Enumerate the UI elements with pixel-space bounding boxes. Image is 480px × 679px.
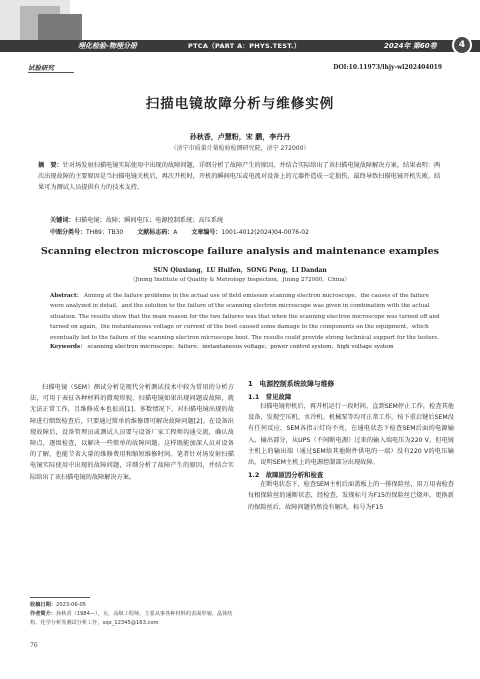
journal-name: 理化检验-物理分册 <box>78 42 137 50</box>
section-1-1-text: 扫描电镜停机后，再开机运行一段时间，直到SEM停止工作，检查其他设备，发现空压机、水冷机、机械泵等均可正常工作，按下重启键后SEM没有任何反应，SEM各指示灯均不亮，在通电状态下检查SEM后面的电源输入、输出部分，从UPS（不间断电源）过来的输入端电压为220 V，但电镜主机上的输出端（通过SEM给其他附件供电的一端）没有220 V的电压输出，说明SEM主机上的电源控制部分出现故障。 <box>248 403 454 467</box>
keywords-chinese-label: 关键词： <box>50 217 75 224</box>
keywords-chinese-text: 扫描电镜；故障；瞬间电压；电源控制系统；高压系统 <box>74 217 224 224</box>
article-id: 文章编号：1001-4012(2024)04-0076-02 <box>191 229 309 236</box>
abstract-english <box>50 291 444 343</box>
abstract-english-text: Aiming at the failure problems in the actual use of field emission scanning electron microscope，the causes of the failure were analyzed in detail，and the solution to the failure of the scanning electron microscope was given in combination with the actual situation. The results show that the main reason for the two failures was that when the scanning electron microscope was turned off and turned on again，the instantaneous voltage or current of the boot caused some damage to the components on the equipment，which eventually led to the failure of the scanning electron microscope boot. The results could provide strong technical support for the testers. <box>50 293 440 341</box>
authors-english: SUN Qiuxiang，LU Huifen，SONG Peng，LI Dandan <box>153 267 327 274</box>
title-chinese: 扫描电镜故障分析与维修实例 <box>145 96 335 112</box>
abstract-chinese <box>38 160 444 193</box>
year-volume: 2024年 第60卷 <box>384 42 437 50</box>
abstract-chinese-text: 针对场发射扫描电镜实际使用中出现的故障问题，详细分析了故障产生的原因，并结合实际给出了该扫描电镜故障解决方案。结果表明：两次出现故障的主要原因是当扫描电镜关机后，再次开机时，开机的瞬间电压或电流对设备上的元器件造成一定损伤，最终导致扫描电镜开机失败。结果可为测试人员提供有力的技术支持。 <box>38 162 441 191</box>
keywords-english-label: Keywords： <box>50 344 86 350</box>
section-1-1-heading: 1.1 常见故障 <box>248 393 292 401</box>
page-header <box>0 0 480 58</box>
doi: DOI:10.11973/lhjy-wl202404019 <box>333 64 442 71</box>
page-number: 76 <box>30 642 38 649</box>
column-underline <box>28 72 74 73</box>
abstract-english-label: Abstract： <box>50 293 83 299</box>
keywords-english-text: scanning electron microscope；failure；instantaneous voltage；power control system；high voltage system <box>87 344 394 350</box>
author-bio: 作者简介：孙秋香（1984—），女，高级工程师，主要从事各种材料的表面形貌、晶体结构、化学分析等测试分析工作，sqx_12345@163.com <box>30 611 233 626</box>
abstract-chinese-label: 摘 要： <box>38 162 63 169</box>
classification-row <box>50 227 444 236</box>
clc-number: 中图分类号：TH89；TB30 <box>50 229 124 236</box>
title-english: Scanning electron microscope failure analysis and maintenance examples <box>40 246 440 257</box>
document-code: 文献标志码：A <box>137 229 178 236</box>
intro-paragraph: 扫描电镜（SEM）测试分析是现代分析测试技术中较为常用的分析方法，可用于表征各种材料的微观形貌，扫描电镜如果出现问题或故障，就无法正常工作，且维修成本也很高[1]。多数情况下，对扫描电镜出现的故障进行细致检查后，只要通过简单的维修即可解决故障问题[2]。在设备出现故障后，设备管理员或测试人员要与设备厂家工程师沟通交流，确认故障点，逐级检查，以解决一些简单的故障问题。这样既能加深人员对设备的了解，也能节省大量的维修费用和缩短维修时间。笔者针对场发射扫描电镜实际使用中出现的故障问题，详细分析了故障产生的原因，并结合实际给出了该扫描电镜的故障解决方案。 <box>30 384 234 481</box>
footnote <box>30 601 234 628</box>
section-1-2-heading: 1.2 故障原因分析和检查 <box>248 471 324 480</box>
received-date: 收稿日期：2023-06-05 <box>30 602 87 608</box>
affiliation-chinese: （济宁市质量计量检验检测研究院，济宁 272000） <box>170 145 310 152</box>
column-name: 试验研究 <box>28 64 54 72</box>
body-right-column <box>248 378 454 513</box>
body-left-column <box>30 382 234 483</box>
section-1-heading: 1 电源控制系统故障与维修 <box>248 380 335 388</box>
footnote-divider <box>30 597 90 598</box>
journal-english-name: PTCA（PART A：PHYS.TEST.） <box>188 42 301 50</box>
issue-number-badge: 4 <box>452 35 472 55</box>
authors-chinese: 孙秋香，卢慧粉，宋 鹏，李丹丹 <box>189 133 291 141</box>
keywords-english <box>50 342 444 352</box>
keywords-chinese <box>50 215 444 224</box>
section-1-2-text: 在断电状态下，检查SEM主机后面盖板上的一排保险丝，用万用表检查每根保险丝的通断状态，经检查，发现标号为F15的保险丝已烧坏，更换新的保险丝后，故障问题仍然没有解决。标号为F15 <box>248 481 454 511</box>
affiliation-english: （Jining Institute of Quality & Metrology Inspection，Jining 272000，China） <box>130 277 350 283</box>
